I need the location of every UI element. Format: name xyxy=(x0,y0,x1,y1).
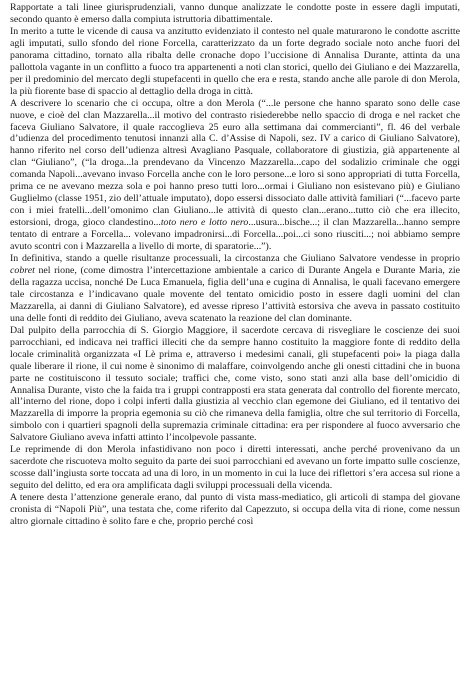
paragraph-text: In merito a tutte le vicende di causa va anzitutto evidenziato il contesto nel quale maturarono le condotte ascritte agli imputati, sullo sfondo del rione Forcella, caratterizzato da un forte degrado sociale noto anche fuori del panorama cittadino, tornato alla ribalta delle cronache dopo l’uccisione di Annalisa Durante, attinta da una pallottola vagante in un conflitto a fuoco tra appartenenti a noti clan storici, quello dei Giuliano e dei Mazzarella, per il predominio del mercato degli stupefacenti in quello che era e resta, stando anche alle parole di don Merola, la più fiorente base di spaccio al dettaglio della droga in città. xyxy=(10,25,460,97)
paragraph-3 xyxy=(10,98,460,253)
paragraph-2 xyxy=(10,26,460,98)
paragraph-text: A tenere desta l’attenzione generale erano, dal punto di vista mass-mediatico, gli articoli di stampa del giovane cronista di “Napoli Più”, una testata che, come riferito dal Capezzuto, si occupa della vita di rione, come nessun altro giornale cittadino è solito fare e che, proprio perché così xyxy=(10,492,460,527)
paragraph-6 xyxy=(10,444,460,492)
paragraph-text: Le reprimende di don Merola infastidivano non poco i diretti interessati, anche perché provenivano da un sacerdote che riscuoteva molto seguito da parte dei suoi parrocchiani ed avevano un forte impatto sulle coscienze, scosse dall’ingiusta sorte toccata ad una di loro, in un momento in cui la luce dei riflettori s’era accesa sul rione a seguito del delitto, ed era ora amplificata dagli sviluppi processuali della vicenda. xyxy=(10,444,460,492)
paragraph-7 xyxy=(10,492,460,528)
italic-phrase: toto nero e lotto nero xyxy=(160,217,249,229)
paragraph-text: In definitiva, stando a quelle risultanze processuali, la circostanza che Giuliano Salvatore vendesse in proprio xyxy=(10,253,460,265)
paragraph-text: Rapportate a tali linee giurisprudenziali, vanno dunque analizzate le condotte poste in essere dagli imputati, secondo quanto è emerso dalla compiuta istruttoria dibattimentale. xyxy=(10,2,460,25)
paragraph-text: nel rione, (come dimostra l’intercettazione ambientale a carico di Durante Angela e Durante Maria, zie della ragazza uccisa, nonché De Luca Emanuela, figlia dell’una e cugina di Annalisa, le quali facevano emergere tale circostanza e l’indicavano quale movente del tentato omicidio posto in essere dagli uomini del clan Mazzarella, ai danni di Giuliano Salvatore), ed avesse ripreso l’attività estorsiva che aveva in passato costituito una delle fonti di reddito dei Giuliano, aveva scatenato la reazione del clan dominante. xyxy=(10,264,460,324)
paragraph-text: Dal pulpito della parrocchia di S. Giorgio Maggiore, il sacerdote cercava di risvegliare le coscienze dei suoi parrocchiani, ed indicava nei traffici illeciti che da sempre hanno costituito la maggiore fonte di reddito della locale criminalità organizzata «I Lè prima e, attraverso i medesimi canali, gli stupefacenti poi» la piaga dalla quale liberare il rione, il cui nome è sinonimo di malaffare, coinvolgendo anche gli onesti cittadini che in buona parte ne costituiscono il tessuto sociale; traffici che, come visto, sono stati anzi alla base dell’omicidio di Annalisa Durante, visto che la faida tra i gruppi contrapposti era stata generata dal controllo del fiorente mercato, all’interno del rione, dopo i colpi inferti dalla giustizia al vecchio clan egemone dei Giuliano, ed il tentativo dei Mazzarella di imporre la propria egemonia su ciò che rimaneva della famiglia, oltre che sul territorio di Forcella, simbolo con i quartieri spagnoli della supremazia criminale cittadina: era per rispondere al fuoco avversario che Salvatore Giuliano aveva infatti attinto l’incolpevole passante. xyxy=(10,324,460,444)
paragraph-5 xyxy=(10,325,460,445)
paragraph-text: A descrivere lo scenario che ci occupa, oltre a don Merola (“...le persone che hanno sparato sono delle case nuove, e cioè del clan Mazzarella...il motivo del contrasto risiederebbe nello spaccio di droga e nel racket che faceva Giuliano Salvatore, il quale raccoglieva 25 euro alla settimana dai commercianti”, fl. 46 del verbale d’udienza del procedimento tenutosi innanzi alla C. d’Assise di Napoli, sez. IV a carico di Giuliano Salvatore), hanno riferito nel corso dell’udienza altresì Avagliano Pasquale, collaboratore di giustizia, già appartenente al clan “Giuliano”, (“la droga...la prendevano da Vincenzo Mazzarella...capo del sodalizio criminale che oggi comanda Napoli...avevano invaso Forcella anche con le loro persone...e loro si sono appropriati di tutta Forcella, prima ce ne avevano mezza sola e poi hanno preso tutti loro...ormai i Giuliano non esistevano più) e Giuliano Guglielmo (classe 1951, zio dell’attuale imputato), dopo essersi dissociato dalle attività familiari (“...facevo parte con i miei fratelli...dell’omonimo clan Giuliano...le attività di questo clan...erano...tutto ciò che era illecito, estorsioni, droga, gioco clandestino... xyxy=(10,97,460,229)
paragraph-text: ...usura...bische...; il clan Mazzarella...hanno sempre tentato di entrare a Forcella... volevano impadronirsi...di Forcella...poi...ci sono riusciti...; noi abbiamo sempre avuto scontri con i Mazzarella a livello di morte, di sparatorie...”). xyxy=(10,217,460,253)
paragraph-1 xyxy=(10,2,460,26)
paragraph-4 xyxy=(10,253,460,325)
italic-phrase: cobret xyxy=(10,264,35,276)
document-body xyxy=(10,2,460,528)
